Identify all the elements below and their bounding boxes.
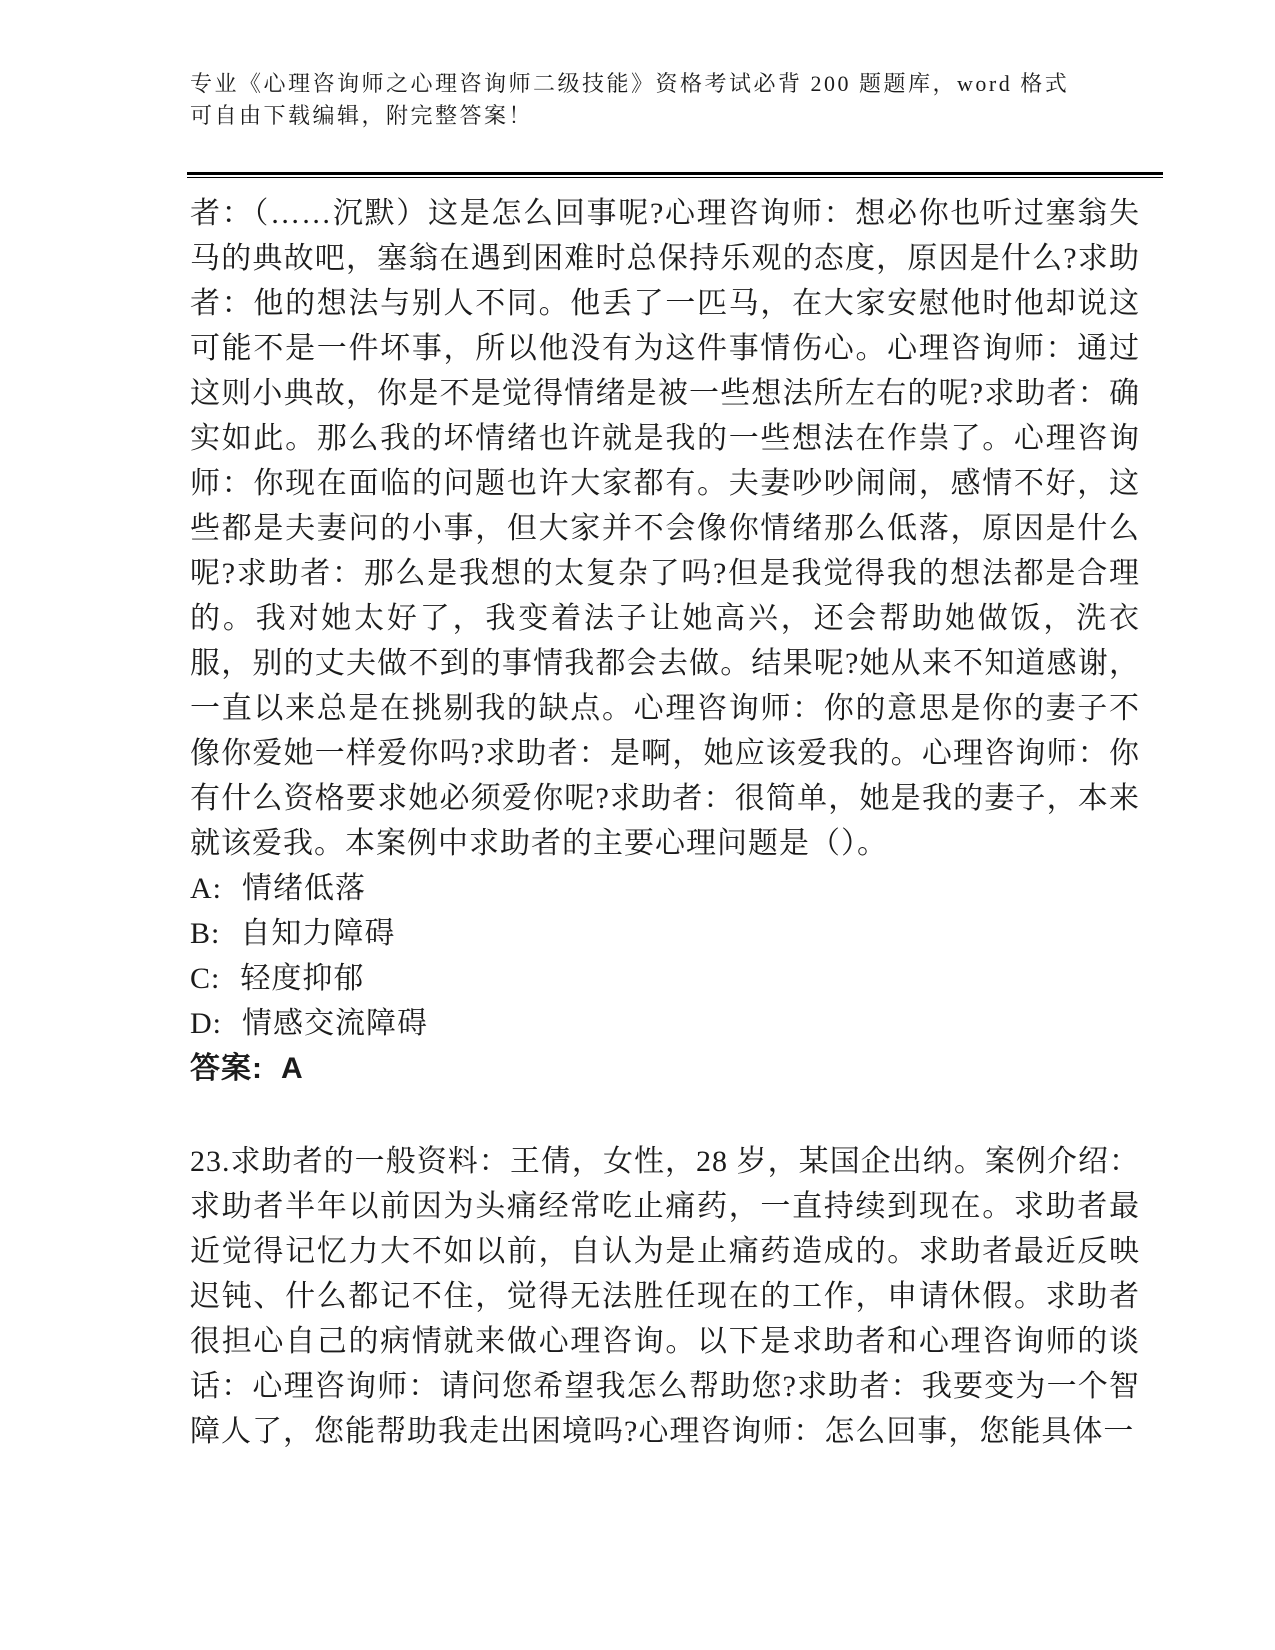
question-22-body: 者：（……沉默）这是怎么回事呢?心理咨询师：想必你也听过塞翁失马的典故吧，塞翁在遇到困难时总保持乐观的态度，原因是什么?求助者：他的想法与别人不同。他丢了一匹马，在大家安慰他时他却说这可能不是一件坏事，所以他没有为这件事情伤心。心理咨询师：通过这则小典故，你是不是觉得情绪是被一些想法所左右的呢?求助者：确实如此。那么我的坏情绪也许就是我的一些想法在作祟了。心理咨询师：你现在面临的问题也许大家都有。夫妻吵吵闹闹，感情不好，这些都是夫妻问的小事，但大家并不会像你情绪那么低落，原因是什么呢?求助者：那么是我想的太复杂了吗?但是我觉得我的想法都是合理的。我对她太好了，我变着法子让她高兴，还会帮助她做饭，洗衣服，别的丈夫做不到的事情我都会去做。结果呢?她从来不知道感谢，一直以来总是在挑剔我的缺点。心理咨询师：你的意思是你的妻子不像你爱她一样爱你吗?求助者：是啊，她应该爱我的。心理咨询师：你有什么资格要求她必须爱你呢?求助者：很简单，她是我的妻子，本来就该爱我。本案例中求助者的主要心理问题是（）。	[190, 197, 1140, 860]
option-a	[190, 866, 1140, 911]
option-b	[190, 911, 1140, 956]
header-divider	[187, 172, 1163, 178]
option-a-text: 情绪低落	[242, 872, 366, 905]
option-c-label: C:	[190, 962, 221, 995]
option-a-label: A:	[190, 872, 222, 905]
option-b-text: 自知力障碍	[240, 917, 396, 950]
answer-value: A	[281, 1052, 304, 1085]
question-22-answer	[190, 1046, 1140, 1091]
option-d	[190, 1001, 1140, 1046]
option-d-text: 情感交流障碍	[242, 1007, 428, 1040]
header-line-1: 专业《心理咨询师之心理咨询师二级技能》资格考试必背 200 题题库，word 格式	[190, 71, 1070, 96]
document-body	[190, 191, 1140, 1454]
option-c-text: 轻度抑郁	[240, 962, 365, 995]
option-b-label: B:	[190, 917, 221, 950]
option-d-label: D:	[190, 1007, 222, 1040]
question-22-options	[190, 866, 1140, 1046]
header-line-2: 可自由下载编辑，附完整答案！	[190, 103, 534, 128]
answer-label: 答案:	[190, 1052, 263, 1085]
question-23-body: 23.求助者的一般资料：王倩，女性，28 岁，某国企出纳。案例介绍：求助者半年以前因为头痛经常吃止痛药，一直持续到现在。求助者最近觉得记忆力大不如以前，自认为是止痛药造成的。求助者最近反映迟钝、什么都记不住，觉得无法胜任现在的工作，申请休假。求助者很担心自己的病情就来做心理咨询。以下是求助者和心理咨询师的谈话：心理咨询师：请问您希望我怎么帮助您?求助者：我要变为一个智障人了，您能帮助我走出困境吗?心理咨询师：怎么回事，您能具体一	[190, 1145, 1140, 1448]
option-c	[190, 956, 1140, 1001]
document-header	[190, 68, 1069, 132]
